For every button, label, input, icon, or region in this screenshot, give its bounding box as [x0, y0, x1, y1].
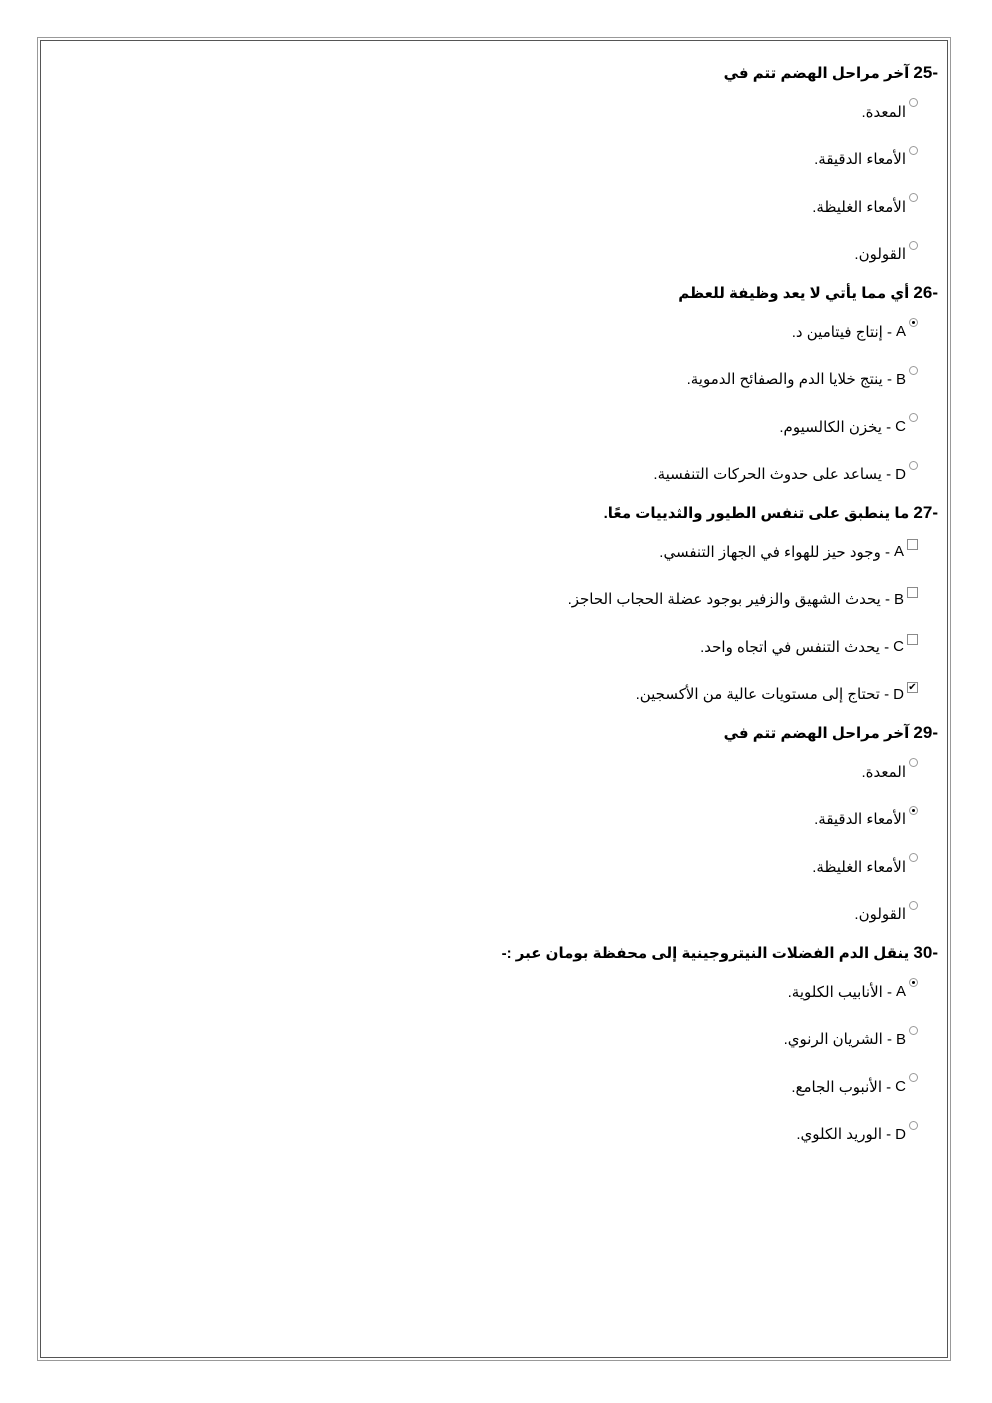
option-text: الأمعاء الدقيقة. — [814, 151, 906, 169]
answer-radio[interactable] — [909, 978, 918, 987]
answer-radio[interactable] — [909, 318, 918, 327]
answer-option[interactable] — [72, 451, 932, 499]
option-text: القولون. — [854, 906, 906, 924]
answer-option[interactable] — [72, 843, 932, 891]
question-heading — [72, 278, 938, 308]
question-text: ما ينطبق على تنفس الطيور والثدييات معًا. — [603, 505, 910, 522]
answer-option[interactable] — [72, 308, 932, 356]
option-text: - وجود حيز للهواء في الجهاز التنفسي. — [659, 543, 890, 561]
answer-radio[interactable] — [909, 758, 918, 767]
answer-option[interactable] — [72, 88, 932, 136]
answer-option[interactable] — [72, 576, 932, 624]
option-letter: B — [893, 590, 904, 608]
option-text: - الوريد الكلوي. — [796, 1126, 892, 1144]
answer-radio[interactable] — [909, 241, 918, 250]
question-block — [72, 58, 938, 278]
answer-option[interactable] — [72, 1063, 932, 1111]
option-letter: A — [895, 983, 906, 1001]
option-text: المعدة. — [861, 103, 906, 121]
question-block — [72, 938, 938, 1158]
question-heading — [72, 938, 938, 968]
option-letter: A — [893, 543, 904, 561]
quiz-content — [72, 58, 938, 1158]
option-letter: D — [895, 465, 906, 483]
question-text: آخر مراحل الهضم تتم في — [723, 725, 910, 742]
option-letter: C — [893, 638, 904, 656]
option-letter: C — [895, 418, 906, 436]
question-heading — [72, 718, 938, 748]
answer-radio[interactable] — [909, 806, 918, 815]
answer-radio[interactable] — [909, 193, 918, 202]
option-text: - يخزن الكالسيوم. — [779, 418, 892, 436]
answer-option[interactable] — [72, 183, 932, 231]
option-text: - الأنبوب الجامع. — [791, 1078, 892, 1096]
option-text: المعدة. — [861, 763, 906, 781]
option-letter: C — [895, 1078, 906, 1096]
question-number: 26- — [913, 283, 938, 302]
answer-option[interactable] — [72, 356, 932, 404]
option-text: القولون. — [854, 246, 906, 264]
question-number: 27- — [913, 503, 938, 522]
answer-option[interactable] — [72, 528, 932, 576]
answer-option[interactable] — [72, 671, 932, 719]
option-text: - يساعد على حدوث الحركات التنفسية. — [653, 466, 892, 484]
option-text: - الشريان الرنوي. — [783, 1031, 892, 1049]
answer-option[interactable] — [72, 1016, 932, 1064]
question-block — [72, 718, 938, 938]
answer-radio[interactable] — [909, 1026, 918, 1035]
option-letter: B — [895, 1030, 906, 1048]
answer-option[interactable] — [72, 968, 932, 1016]
answer-option[interactable] — [72, 136, 932, 184]
option-text: - يحدث التنفس في اتجاه واحد. — [700, 638, 890, 656]
question-text: آخر مراحل الهضم تتم في — [723, 65, 910, 82]
answer-checkbox[interactable] — [907, 634, 918, 645]
option-text: الأمعاء الغليظة. — [812, 858, 906, 876]
answer-radio[interactable] — [909, 98, 918, 107]
answer-option[interactable] — [72, 403, 932, 451]
option-text: الأمعاء الغليظة. — [812, 198, 906, 216]
question-block — [72, 278, 938, 498]
answer-option[interactable] — [72, 231, 932, 279]
option-text: - تحتاج إلى مستويات عالية من الأكسجين. — [635, 686, 890, 704]
question-heading — [72, 58, 938, 88]
question-heading — [72, 498, 938, 528]
answer-option[interactable] — [72, 1111, 932, 1159]
answer-option[interactable] — [72, 748, 932, 796]
answer-radio[interactable] — [909, 1121, 918, 1130]
answer-radio[interactable] — [909, 366, 918, 375]
answer-checkbox[interactable] — [907, 587, 918, 598]
option-letter: D — [895, 1125, 906, 1143]
answer-checkbox[interactable]: ✔ — [908, 681, 917, 693]
answer-option[interactable] — [72, 796, 932, 844]
answer-radio[interactable] — [909, 901, 918, 910]
question-number: 29- — [913, 723, 938, 742]
option-text: - إنتاج فيتامين د. — [791, 323, 892, 341]
answer-option[interactable] — [72, 623, 932, 671]
option-text: - يحدث الشهيق والزفير بوجود عضلة الحجاب الحاجز. — [567, 591, 890, 609]
option-text: الأمعاء الدقيقة. — [814, 811, 906, 829]
question-block — [72, 498, 938, 718]
option-text: - الأنابيب الكلوية. — [787, 983, 892, 1001]
answer-radio[interactable] — [909, 853, 918, 862]
answer-radio[interactable] — [909, 413, 918, 422]
question-text: أي مما يأتي لا يعد وظيفة للعظم — [678, 285, 910, 302]
question-number: 25- — [913, 63, 938, 82]
option-text: - ينتج خلايا الدم والصفائح الدموية. — [686, 371, 892, 389]
answer-radio[interactable] — [909, 461, 918, 470]
answer-checkbox[interactable] — [907, 539, 918, 550]
answer-radio[interactable] — [909, 1073, 918, 1082]
answer-radio[interactable] — [909, 146, 918, 155]
answer-option[interactable] — [72, 891, 932, 939]
question-number: 30- — [913, 943, 938, 962]
option-letter: B — [895, 370, 906, 388]
question-text: ينقل الدم الفضلات النيتروجينية إلى محفظة بومان عبر :- — [501, 945, 910, 962]
option-letter: A — [895, 323, 906, 341]
option-letter: D — [893, 685, 904, 703]
